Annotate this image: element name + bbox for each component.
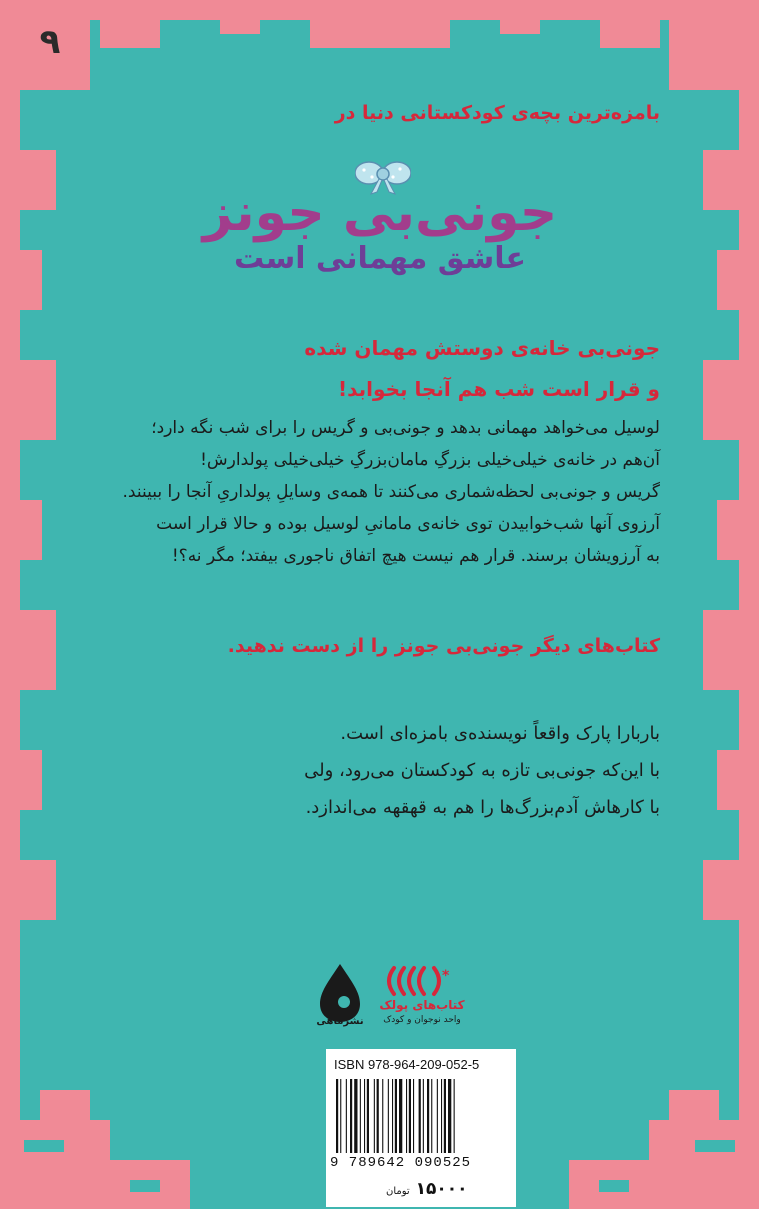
barcode-bar	[346, 1079, 347, 1153]
author-paragraph	[100, 715, 660, 826]
barcode-bar	[437, 1079, 438, 1153]
blurb-line: آن‌هم در خانه‌ی خیلی‌خیلی بزرگِ مامان‌بزرگِ خیلی‌خیلی پولدارش!	[200, 450, 660, 470]
author-line: باربارا پارک واقعاً نویسنده‌ی بامزه‌ای است.	[340, 723, 660, 744]
barcode-bar	[364, 1079, 365, 1153]
lead-line: و قرار است شب هم آنجا بخوابد!	[338, 377, 660, 401]
price-unit: تومان	[386, 1186, 410, 1197]
lead-text	[100, 328, 660, 410]
barcode-image	[334, 1079, 508, 1153]
barcode-bar	[392, 1079, 393, 1153]
barcode-bar	[388, 1079, 389, 1153]
barcode-bar	[395, 1079, 397, 1153]
publisher-name: نشرماهی	[316, 1016, 364, 1027]
barcode-bar	[427, 1079, 429, 1153]
lead-line: جونی‌بی خانه‌ی دوستش مهمان شده	[304, 336, 660, 360]
isbn-text: ISBN 978-964-209-052-5	[334, 1057, 480, 1072]
imprint-name: کتاب‌های پولک	[379, 998, 465, 1012]
price	[386, 1179, 468, 1199]
barcode-bar	[340, 1079, 341, 1153]
price-value: ۱۵۰۰۰	[415, 1179, 468, 1199]
blurb-line: به آرزویشان برسند. قرار هم نیست هیچ اتفاق ناجوری بیفتد؛ مگر نه؟!	[171, 546, 660, 566]
barcode-bar	[423, 1079, 424, 1153]
barcode-bar	[360, 1079, 361, 1153]
barcode-bar	[354, 1079, 357, 1153]
barcode-panel	[326, 1049, 516, 1207]
barcode-bar	[350, 1079, 352, 1153]
barcode-bar	[431, 1079, 432, 1153]
author-line: با این‌که جونی‌بی تازه به کودکستان می‌رود، ولی	[304, 760, 660, 781]
barcode-bar	[406, 1079, 407, 1153]
imprint-subtitle: واحد نوجوان و کودک	[383, 1015, 461, 1025]
other-books-note: کتاب‌های دیگر جونی‌بی جونز را از دست ندهید.	[227, 635, 660, 657]
barcode-bar	[444, 1079, 446, 1153]
barcode-bar	[382, 1079, 383, 1153]
blurb-line: گریس و جونی‌بی لحظه‌شماری می‌کنند تا همه‌ی وسایلِ پولداریِ آنجا را ببینند.	[122, 482, 660, 502]
barcode-bar	[454, 1079, 455, 1153]
barcode-bar	[367, 1079, 369, 1153]
barcode-digits: 9 789642 090525	[330, 1155, 472, 1171]
sound-wave-logo-icon	[380, 964, 470, 998]
blurb-paragraph	[100, 412, 660, 572]
title-block	[160, 155, 600, 285]
barcode-bar	[413, 1079, 414, 1153]
volume-number: ۹	[39, 22, 61, 62]
svg-text:*: *	[442, 968, 450, 984]
blurb-line: آرزوی آنها شب‌خوابیدن توی خانه‌ی مامانیِ لوسیل بوده و حالا قرار است	[156, 514, 660, 534]
barcode-bar	[448, 1079, 451, 1153]
publisher-logos	[310, 960, 470, 1030]
blurb-line: لوسیل می‌خواهد مهمانی بدهد و جونی‌بی و گریس را برای شب نگه دارد؛	[151, 418, 660, 438]
book-title: جونی‌بی جونز	[202, 183, 558, 243]
barcode-bar	[377, 1079, 379, 1153]
barcode-bar	[399, 1079, 402, 1153]
author-line: با کارهاش آدم‌بزرگ‌ها را هم به قهقهه می‌اندازد.	[305, 797, 660, 818]
book-subtitle: عاشق مهمانی است	[233, 241, 527, 276]
barcode-bar	[441, 1079, 442, 1153]
barcode-bar	[409, 1079, 411, 1153]
tagline: بامزه‌ترین بچه‌ی کودکستانی دنیا در	[334, 102, 660, 124]
barcode-bar	[419, 1079, 421, 1153]
barcode-bar	[336, 1079, 338, 1153]
barcode-bar	[374, 1079, 375, 1153]
